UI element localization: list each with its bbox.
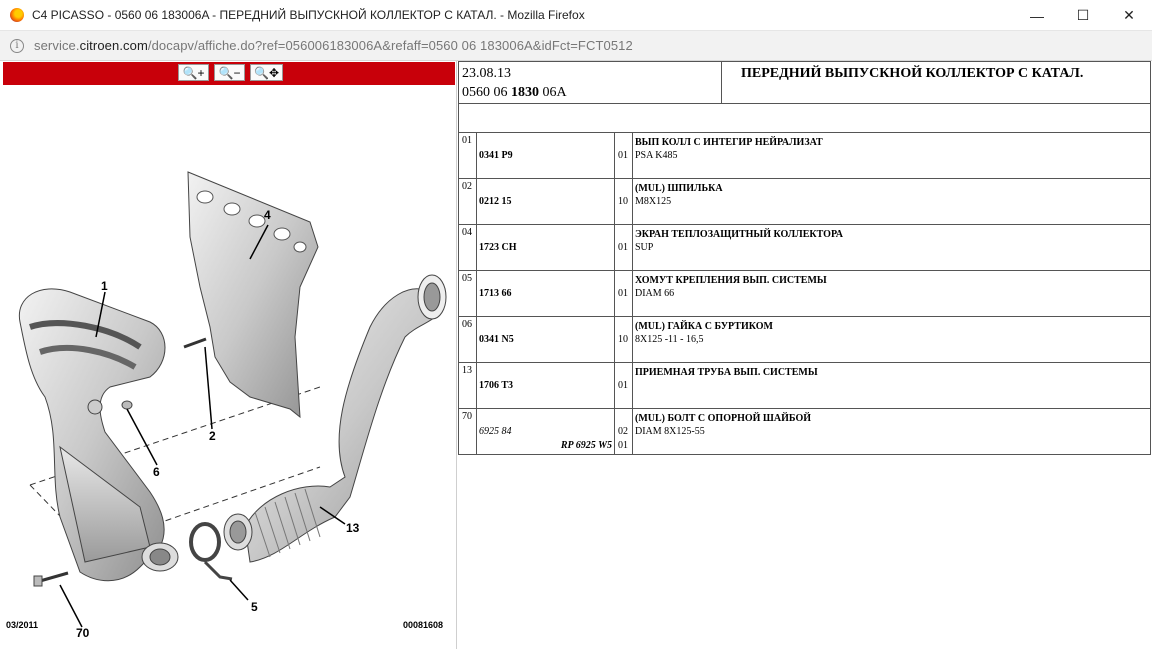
parts-header: [458, 61, 1151, 104]
callout-label: 1: [101, 279, 108, 293]
callout-label: 2: [209, 429, 216, 443]
catalog-date: 23.08.13: [462, 66, 511, 81]
part-spec: M8X125: [635, 196, 672, 207]
part-number-cell: 13: [459, 363, 477, 409]
part-reference[interactable]: 6925 84: [479, 426, 512, 437]
window-title: C4 PICASSO - 0560 06 183006A - ПЕРЕДНИЙ ВЫПУСКНОЙ КОЛЛЕКТОР С КАТАЛ. - Mozilla Firefox: [32, 8, 585, 22]
header-divider: [721, 62, 722, 104]
part-description-cell: [633, 363, 1151, 409]
table-row[interactable]: [459, 317, 1151, 363]
part-reference-cell[interactable]: [477, 179, 615, 225]
part-number-cell: 04: [459, 225, 477, 271]
part-reference[interactable]: 0212 15: [479, 196, 512, 207]
part-description-cell: [633, 179, 1151, 225]
part-quantity-cell: 02 01: [615, 409, 633, 455]
table-row[interactable]: [459, 133, 1151, 179]
part-quantity-cell: 01: [615, 271, 633, 317]
diagram-date: 03/2011: [6, 620, 39, 630]
parts-pane: [458, 61, 1152, 649]
part-reference-cell[interactable]: [477, 225, 615, 271]
part-quantity-cell: 01: [615, 225, 633, 271]
part-description-cell: [633, 271, 1151, 317]
bolt-part: [34, 573, 68, 586]
callout-label: 5: [251, 600, 258, 614]
table-row[interactable]: [459, 409, 1151, 455]
part-spec: DIAM 66: [635, 288, 675, 299]
part-number-cell: 01: [459, 133, 477, 179]
zoom-in-button[interactable]: 🔍+: [178, 64, 209, 81]
part-number-cell: 02: [459, 179, 477, 225]
address-bar[interactable]: [0, 31, 1152, 61]
part-reference-cell[interactable]: [477, 271, 615, 317]
zoom-move-button[interactable]: 🔍✥: [250, 64, 283, 81]
firefox-icon: [10, 8, 24, 22]
part-number-cell: 70: [459, 409, 477, 455]
callout-label: 6: [153, 465, 160, 479]
parts-table: [458, 132, 1151, 455]
part-quantity-cell: 01: [615, 133, 633, 179]
table-row[interactable]: [459, 179, 1151, 225]
maximize-button[interactable]: ☐: [1076, 7, 1090, 23]
window-titlebar: [0, 0, 1152, 31]
part-name: (MUL) ГАЙКА С БУРТИКОМ: [635, 321, 773, 332]
part-reference-cell[interactable]: [477, 363, 615, 409]
window-controls: [1014, 0, 1152, 31]
part-name: ЭКРАН ТЕПЛОЗАЩИТНЫЙ КОЛЛЕКТОРА: [635, 229, 843, 240]
part-number-cell: 05: [459, 271, 477, 317]
part-reference[interactable]: 1713 66: [479, 288, 512, 299]
part-reference[interactable]: 0341 P9: [479, 150, 513, 161]
part-spec: 8X125 -11 - 16,5: [635, 334, 704, 345]
close-button[interactable]: ✕: [1123, 7, 1135, 23]
part-reference-cell[interactable]: [477, 133, 615, 179]
part-spec: DIAM 8X125-55: [635, 426, 705, 437]
page-title: ПЕРЕДНИЙ ВЫПУСКНОЙ КОЛЛЕКТОР С КАТАЛ.: [741, 66, 1084, 81]
part-description-cell: [633, 317, 1151, 363]
diagram-id: 00081608: [403, 620, 444, 630]
part-reference[interactable]: 0341 N5: [479, 334, 514, 345]
part-description-cell: [633, 225, 1151, 271]
nut-part: [122, 401, 132, 409]
url-text[interactable]: service.citroen.com/docapv/affiche.do?ref=056006183006A&refaff=0560 06 183006A&idFct=FCT0512: [34, 38, 633, 53]
catalog-reference: 0560 06 1830 06A: [462, 85, 567, 100]
part-quantity-cell: 01: [615, 363, 633, 409]
part-name: ВЫП КОЛЛ С ИНТЕГИР НЕЙРАЛИЗАТ: [635, 137, 823, 148]
minimize-button[interactable]: —: [1030, 7, 1044, 24]
part-reference[interactable]: 1723 CH: [479, 242, 517, 253]
table-row[interactable]: [459, 271, 1151, 317]
table-row[interactable]: [459, 363, 1151, 409]
part-quantity-cell: 10: [615, 179, 633, 225]
part-description-cell: [633, 133, 1151, 179]
callout-label: 13: [346, 521, 360, 535]
part-reference-cell[interactable]: [477, 317, 615, 363]
callout-label: 70: [76, 626, 90, 640]
part-quantity-cell: 10: [615, 317, 633, 363]
part-spec: PSA K485: [635, 150, 678, 161]
zoom-out-button[interactable]: 🔍−: [214, 64, 245, 81]
table-row[interactable]: [459, 225, 1151, 271]
part-description-cell: [633, 409, 1151, 455]
part-spec: SUP: [635, 242, 654, 253]
manifold-catalyst-part: [19, 289, 178, 581]
part-name: ПРИЕМНАЯ ТРУБА ВЫП. СИСТЕМЫ: [635, 367, 818, 378]
callout-label: 4: [264, 208, 271, 222]
zoom-toolbar: [3, 62, 455, 85]
info-icon[interactable]: i: [10, 39, 24, 53]
part-number-cell: 06: [459, 317, 477, 363]
header-spacer-row: [458, 103, 1151, 133]
stud-part: [184, 339, 206, 347]
part-name: (MUL) БОЛТ С ОПОРНОЙ ШАЙБОЙ: [635, 413, 812, 424]
part-name: (MUL) ШПИЛЬКА: [635, 183, 723, 194]
part-name: ХОМУТ КРЕПЛЕНИЯ ВЫП. СИСТЕМЫ: [635, 275, 827, 286]
part-reference-cell[interactable]: [477, 409, 615, 455]
part-reference[interactable]: 1706 T3: [479, 380, 513, 391]
diagram-pane: [0, 61, 457, 649]
part-subreference[interactable]: RP 6925 W5: [560, 440, 612, 451]
